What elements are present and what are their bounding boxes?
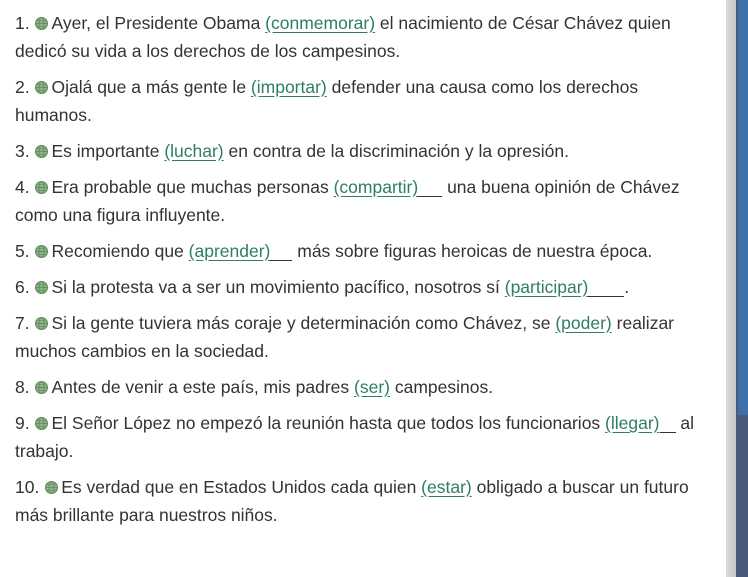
list-item [15,173,715,229]
verb-hint-link[interactable]: (llegar) [605,413,660,433]
list-item [15,73,715,129]
list-item [15,137,715,165]
item-text-before: Si la gente tuviera más coraje y determinación como Chávez, se [51,313,556,333]
list-item [15,409,715,465]
item-text-before: El Señor López no empezó la reunión hasta que todos los funcionarios [51,413,606,433]
list-item [15,273,715,301]
list-item [15,473,715,529]
item-text-after: el nacimiento de César Chávez quien dedicó su vida a los derechos de los campesinos. [15,13,671,61]
verb-hint-link[interactable]: (participar) [504,277,589,297]
item-number: 9. [15,413,30,433]
list-item [15,309,715,365]
item-number: 2. [15,77,30,97]
item-text-after: campesinos. [389,377,494,397]
item-text-after: defender una causa como los derechos humanos. [15,77,639,125]
item-text-before: Ojalá que a más gente le [51,77,251,97]
globe-icon[interactable] [35,81,48,94]
page-edge-shadow [726,0,736,577]
item-text-before: Recomiendo que [51,241,189,261]
item-text-after: una buena opinión de Chávez como una figura influyente. [15,177,680,225]
item-number: 10. [15,477,40,497]
verb-hint-link[interactable]: (conmemorar) [265,13,376,33]
item-number: 8. [15,377,30,397]
answer-blank[interactable] [588,276,624,297]
list-item [15,237,715,265]
verb-hint-link[interactable]: (aprender) [188,241,271,261]
globe-icon[interactable] [35,145,48,158]
globe-icon[interactable] [35,245,48,258]
item-number: 3. [15,141,30,161]
exercise-list [15,9,715,537]
item-text-before: Antes de venir a este país, mis padres [51,377,355,397]
globe-icon[interactable] [45,481,58,494]
verb-hint-link[interactable]: (luchar) [164,141,224,161]
item-text-after: obligado a buscar un futuro más brillante para nuestros niños. [15,477,689,525]
item-number: 1. [15,13,30,33]
item-text-before: Era probable que muchas personas [51,177,334,197]
verb-hint-link[interactable]: (compartir) [333,177,419,197]
globe-icon[interactable] [35,381,48,394]
item-text-after: . [624,277,630,297]
answer-blank[interactable] [418,176,442,197]
verb-hint-link[interactable]: (ser) [354,377,390,397]
item-number: 4. [15,177,30,197]
globe-icon[interactable] [35,17,48,30]
list-item [15,373,715,401]
item-text-after: realizar muchos cambios en la sociedad. [15,313,675,361]
scrollbar-thumb[interactable] [738,0,748,415]
item-number: 7. [15,313,30,333]
item-text-after: en contra de la discriminación y la opresión. [223,141,569,161]
item-text-after: al trabajo. [15,413,694,461]
item-number: 6. [15,277,30,297]
verb-hint-link[interactable]: (poder) [555,313,612,333]
answer-blank[interactable] [270,240,292,261]
item-text-before: Es verdad que en Estados Unidos cada quien [61,477,422,497]
globe-icon[interactable] [35,181,48,194]
item-number: 5. [15,241,30,261]
globe-icon[interactable] [35,317,48,330]
globe-icon[interactable] [35,417,48,430]
answer-blank[interactable] [660,412,676,433]
item-text-before: Si la protesta va a ser un movimiento pacífico, nosotros sí [51,277,505,297]
item-text-before: Es importante [51,141,165,161]
verb-hint-link[interactable]: (estar) [421,477,472,497]
item-text-after: más sobre figuras heroicas de nuestra época. [292,241,653,261]
verb-hint-link[interactable]: (importar) [250,77,327,97]
item-text-before: Ayer, el Presidente Obama [51,13,266,33]
globe-icon[interactable] [35,281,48,294]
list-item [15,9,715,65]
